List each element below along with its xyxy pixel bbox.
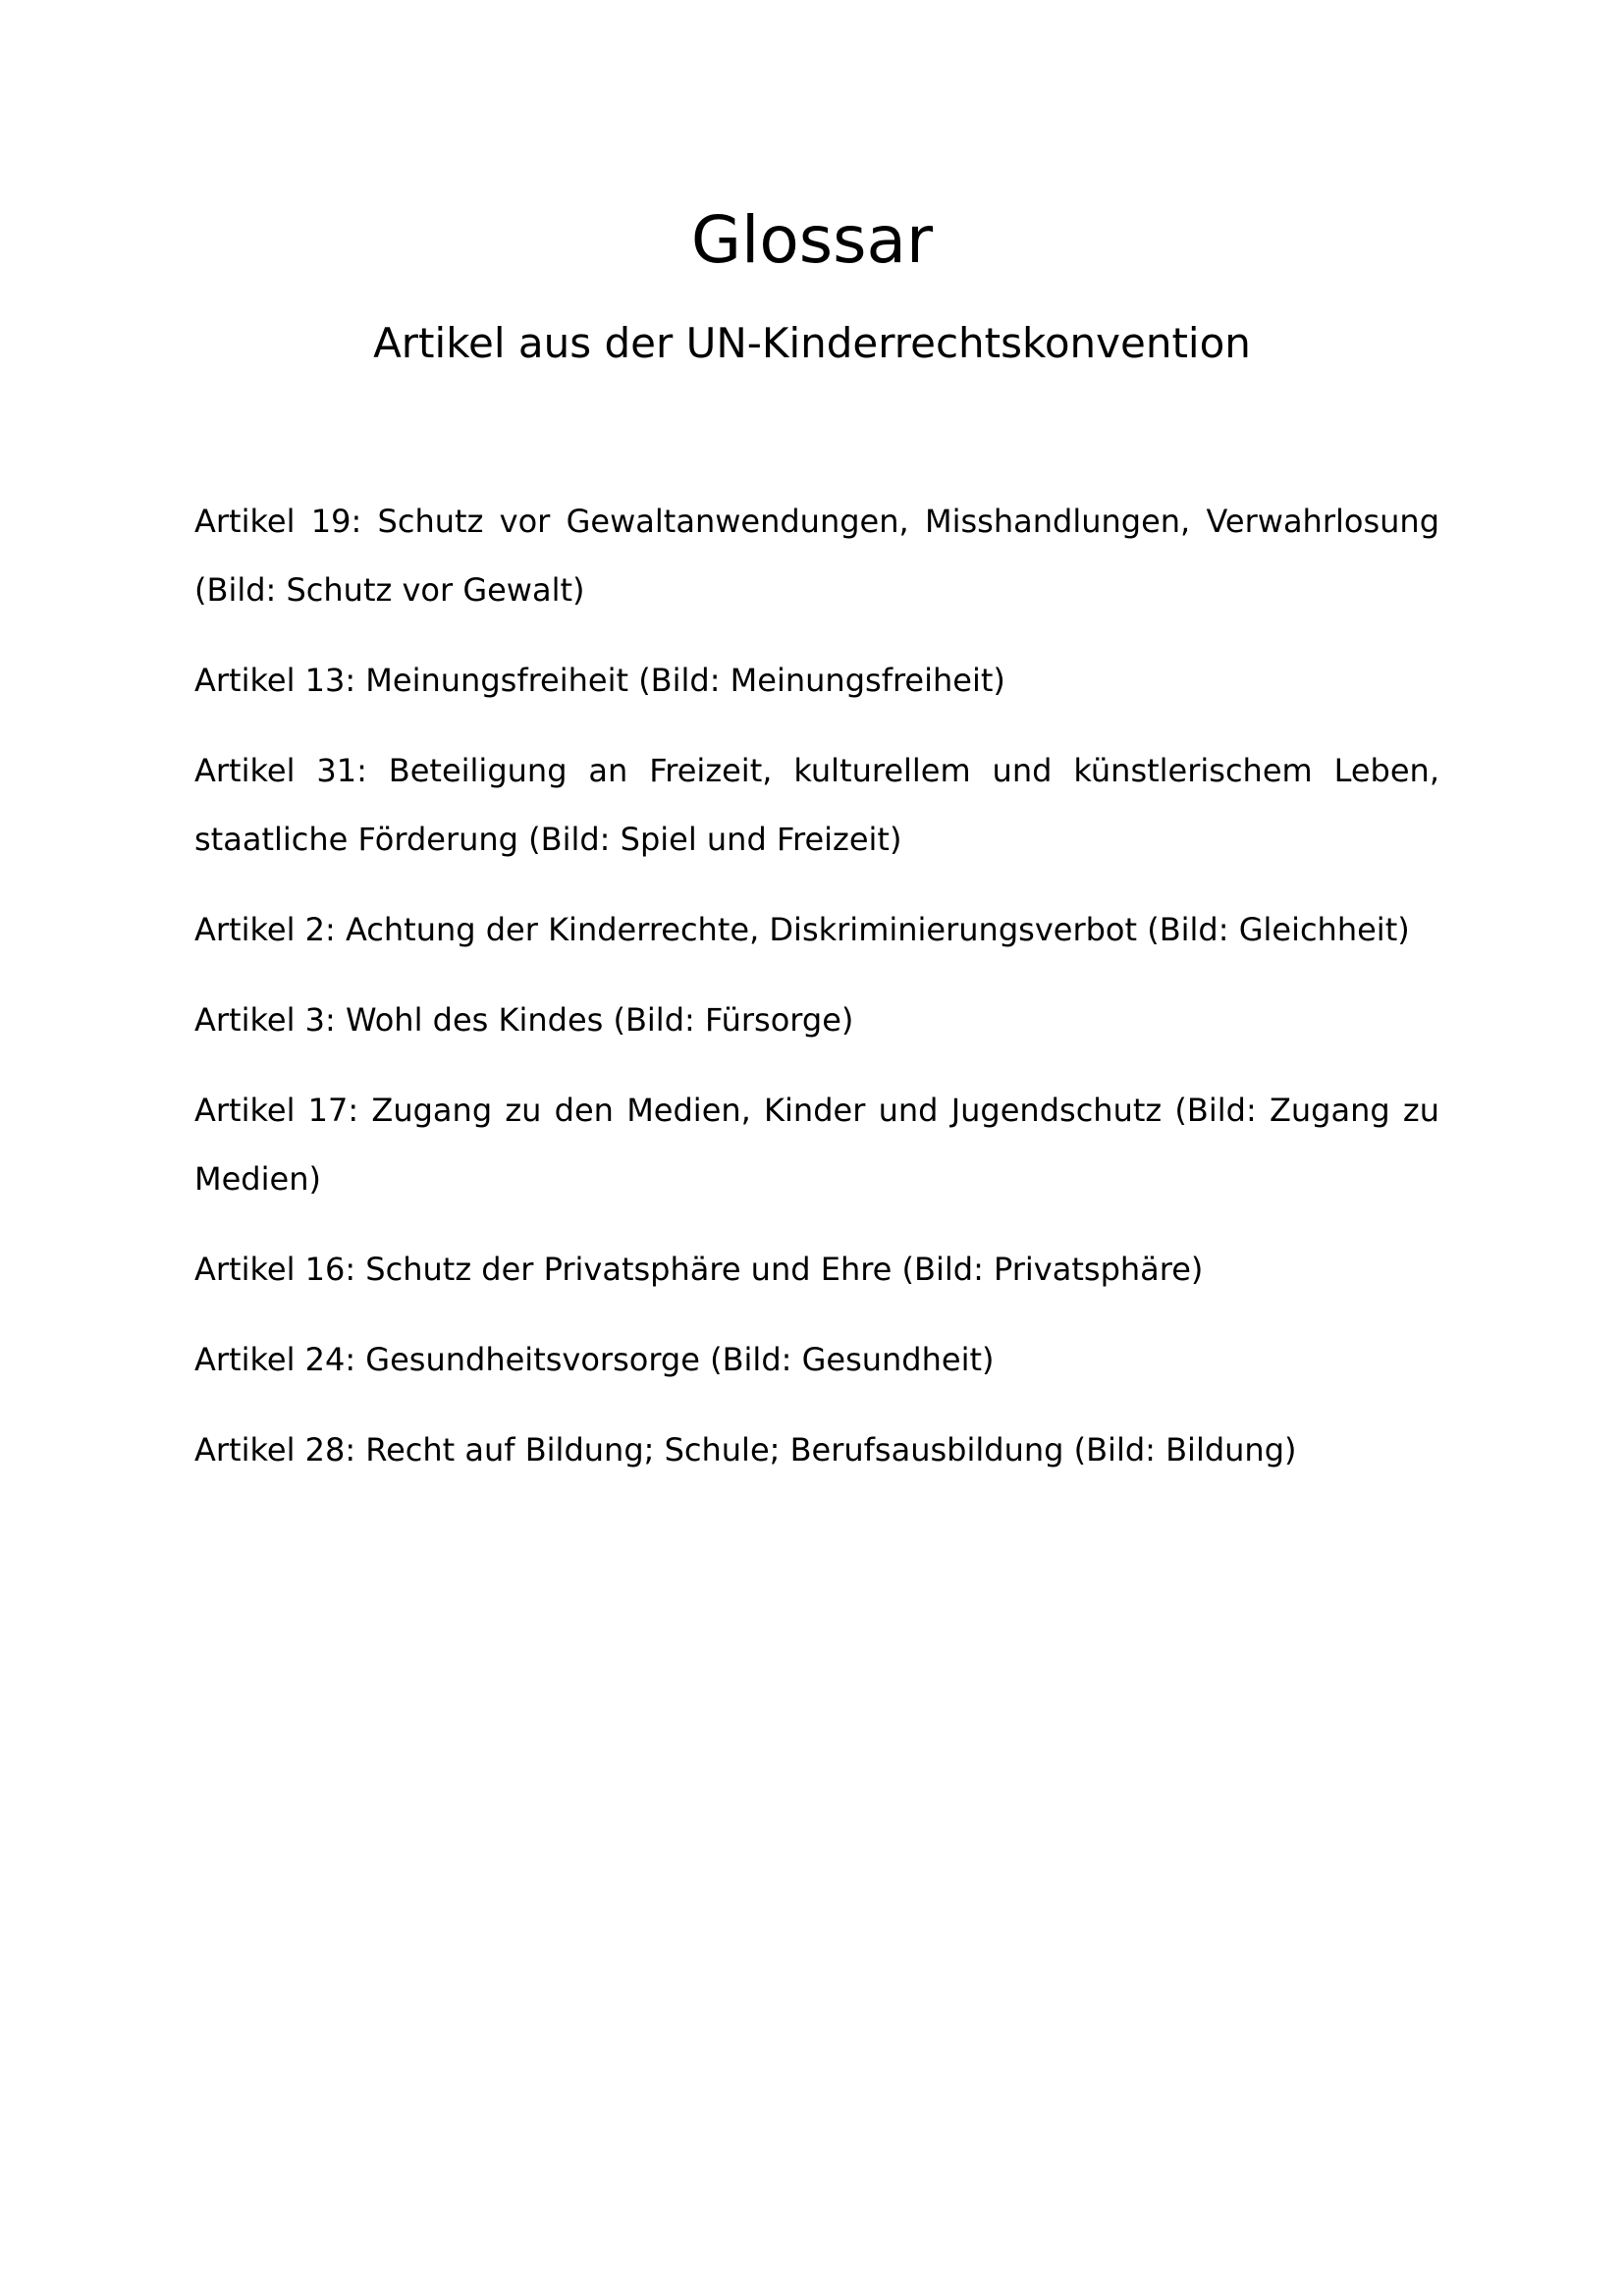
glossary-list: [194, 487, 1439, 1506]
glossary-entry-artikel-28: Artikel 28: Recht auf Bildung; Schule; Berufsausbildung (Bild: Bildung): [194, 1431, 1297, 1468]
glossary-entry-artikel-24: Artikel 24: Gesundheitsvorsorge (Bild: Gesundheit): [194, 1341, 995, 1378]
glossary-entry-artikel-13: Artikel 13: Meinungsfreiheit (Bild: Meinungsfreiheit): [194, 662, 1005, 699]
glossary-entry-artikel-17: Artikel 17: Zugang zu den Medien, Kinder und Jugendschutz (Bild: Zugang zu Medien): [194, 1092, 1439, 1198]
page-subtitle: Artikel aus der UN-Kinderrechtskonvention: [373, 319, 1251, 367]
glossary-entry-artikel-16: Artikel 16: Schutz der Privatsphäre und Ehre (Bild: Privatsphäre): [194, 1251, 1204, 1288]
glossary-entry-artikel-19: Artikel 19: Schutz vor Gewaltanwendungen, Misshandlungen, Verwahrlosung (Bild: Schutz vor Gewalt): [194, 503, 1439, 609]
glossary-entry-artikel-31: Artikel 31: Beteiligung an Freizeit, kulturellem und künstlerischem Leben, staatliche Förderung (Bild: Spiel und Freizeit): [194, 752, 1439, 858]
glossary-entry-artikel-2: Artikel 2: Achtung der Kinderrechte, Diskriminierungsverbot (Bild: Gleichheit): [194, 911, 1410, 948]
glossary-entry-artikel-3: Artikel 3: Wohl des Kindes (Bild: Fürsorge): [194, 1001, 854, 1039]
page-title: Glossar: [690, 202, 934, 278]
